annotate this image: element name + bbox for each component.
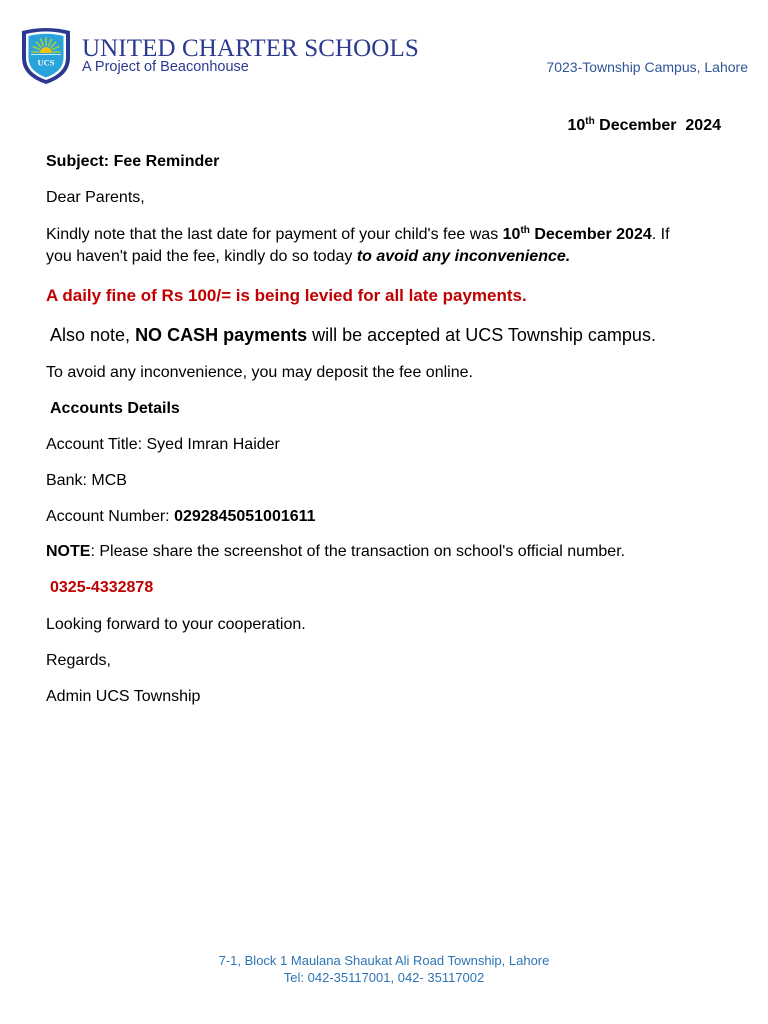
due-date-month-year: December 2024 (529, 226, 652, 243)
account-title: Account Title: Syed Imran Haider (46, 436, 280, 453)
screenshot-note (46, 542, 625, 562)
logo-lettering: UCS (37, 57, 55, 68)
regards: Regards, (46, 652, 111, 669)
note-label: NOTE (46, 543, 91, 560)
footer-telephone: Tel: 042-35117001, 042- 35117002 (283, 970, 485, 985)
reminder-text-line-2: you haven't paid the fee, kindly do so today (46, 248, 357, 265)
school-name: UNITED CHARTER SCHOOLS (82, 35, 419, 62)
campus-location: 7023-Township Campus, Lahore (546, 59, 748, 75)
reminder-text: Kindly note that the last date for payment of your child's fee was (46, 226, 503, 243)
closing-line: Looking forward to your cooperation. (46, 616, 306, 633)
signature: Admin UCS Township (46, 688, 201, 705)
accounts-heading: Accounts Details (50, 400, 180, 417)
cash-notice-rest: will be accepted at UCS Township campus. (307, 325, 656, 345)
no-cash-notice (50, 323, 656, 347)
reminder-emphasis: to avoid any inconvenience. (356, 248, 571, 265)
reminder-text-continued: . If (651, 226, 670, 243)
letter-date (567, 116, 721, 136)
cash-notice-highlight: NO CASH payments (135, 325, 308, 345)
due-date-day: 10 (502, 226, 521, 243)
date-day: 10 (567, 117, 586, 134)
due-date-suffix: th (520, 225, 530, 236)
footer-address: 7-1, Block 1 Maulana Shaukat Ali Road Township, Lahore (218, 953, 550, 968)
official-phone-number: 0325-4332878 (50, 579, 154, 596)
date-suffix: th (585, 116, 595, 127)
account-number-value: 0292845051001611 (174, 508, 316, 525)
online-payment-notice: To avoid any inconvenience, you may deposit the fee online. (46, 364, 473, 381)
note-text: : Please share the screenshot of the transaction on school's official number. (90, 543, 626, 560)
late-fine-notice: A daily fine of Rs 100/= is being levied for all late payments. (46, 286, 527, 305)
account-number (46, 507, 316, 527)
school-tagline: A Project of Beaconhouse (82, 59, 249, 75)
date-month-year: December 2024 (594, 117, 721, 134)
letter-subject: Subject: Fee Reminder (46, 153, 220, 170)
cash-notice-intro: Also note, (50, 325, 136, 345)
school-logo-shield-icon (19, 26, 73, 86)
payment-reminder-paragraph (46, 224, 670, 268)
account-number-label: Account Number: (46, 508, 175, 525)
reminder-line-2 (46, 246, 670, 268)
reminder-line-1 (46, 224, 670, 246)
bank-name: Bank: MCB (46, 472, 127, 489)
salutation: Dear Parents, (46, 189, 145, 206)
